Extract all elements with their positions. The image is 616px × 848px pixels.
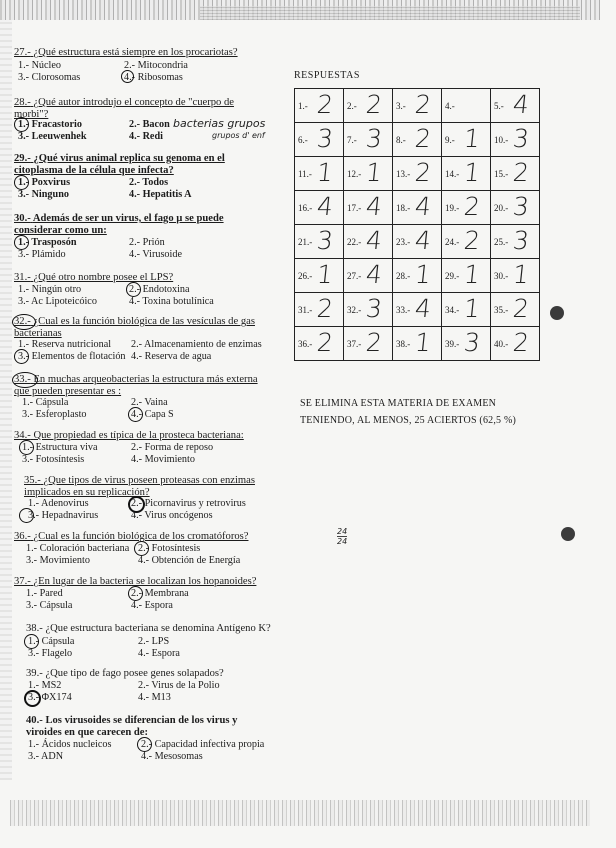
q30-option-4: 4.- Virusoide — [129, 249, 182, 260]
answer-cell-label: 28.- — [396, 271, 411, 281]
scan-noise-bottom — [10, 800, 590, 826]
q27-option-1: 1.- Núcleo — [18, 60, 61, 71]
answer-circle — [14, 349, 29, 364]
q34-option-3: 3.- Fotosíntesis — [22, 454, 85, 465]
answer-cell-label: 6.- — [298, 135, 308, 145]
q38-option-3: 3.- Flagelo — [28, 648, 73, 659]
q30-option-2: 2.- Prión — [129, 237, 165, 248]
answer-cell — [491, 157, 540, 191]
answer-cell-value: 1 — [462, 260, 482, 289]
q27-option-2: 2.- Mitocondria — [124, 60, 188, 71]
answer-cell-value: 2 — [315, 90, 335, 119]
answer-cell-label: 4.- — [445, 101, 455, 111]
answer-cell-label: 39.- — [445, 339, 460, 349]
answer-cell — [442, 293, 491, 327]
answer-cell — [491, 225, 540, 259]
answer-cell-value: 4 — [364, 260, 384, 289]
q29-option-4: 4.- Hepatitis A — [129, 189, 192, 200]
answer-cell-label: 8.- — [396, 135, 406, 145]
q40-option-1: 1.- Ácidos nucleicos — [28, 739, 112, 750]
answer-cell-label: 27.- — [347, 271, 362, 281]
answer-cell-label: 40.- — [494, 339, 509, 349]
q36-option-3: 3.- Movimiento — [26, 555, 90, 566]
answer-cell — [491, 327, 540, 361]
answer-cell-label: 35.- — [494, 305, 509, 315]
answer-circle — [137, 737, 152, 752]
answer-cell-label: 33.- — [396, 305, 411, 315]
q36-option-1: 1.- Coloración bacteriana — [26, 543, 130, 554]
answer-circle — [121, 70, 134, 83]
question-27: 27.- ¿Qué estructura está siempre en los procariotas? — [14, 47, 238, 58]
q34-option-1: 1.- Estructura viva — [22, 442, 98, 453]
fraction-bottom: 24 — [337, 537, 348, 546]
q32-option-3: 3.- Elementos de flotación — [18, 351, 126, 362]
q34-option-4: 4.- Movimiento — [131, 454, 195, 465]
answer-cell-value: 3 — [462, 328, 482, 357]
answer-cell-value: 2 — [511, 328, 531, 357]
answer-cell — [442, 123, 491, 157]
answer-cell-value: 3 — [511, 192, 531, 221]
answer-cell — [491, 293, 540, 327]
q35-option-1: 1.- Adenovirus — [28, 498, 89, 509]
q33-option-2: 2.- Vaina — [131, 397, 168, 408]
answer-cell — [295, 327, 344, 361]
question-28: 28.- ¿Qué autor introdujo el concepto de "cuerpo de morbi"? — [14, 97, 234, 120]
answer-cell-label: 7.- — [347, 135, 357, 145]
q33-option-4: 4.- Capa S — [131, 409, 174, 420]
question-36: 36.- ¿Cual es la función biológica de los cromatóforos? — [14, 531, 249, 542]
answer-cell-label: 31.- — [298, 305, 313, 315]
answer-circle — [24, 690, 41, 707]
answer-cell-label: 9.- — [445, 135, 455, 145]
answer-cell-value: 3 — [511, 226, 531, 255]
q33-option-3: 3.- Esferoplasto — [22, 409, 87, 420]
answer-cell-value: 2 — [511, 158, 531, 187]
answer-cell-value: 2 — [364, 90, 384, 119]
question-40: 40.- Los virusoides se diferencian de los virus y viroides en que carecen de: — [26, 715, 238, 738]
answer-cell-label: 30.- — [494, 271, 509, 281]
q39-option-4: 4.- M13 — [138, 692, 171, 703]
answer-cell-value: 3 — [511, 124, 531, 153]
question-30: 30.- Además de ser un virus, el fago µ se puede considerar como un: — [14, 213, 224, 236]
answer-cell-label: 34.- — [445, 305, 460, 315]
q32-option-4: 4.- Reserva de agua — [131, 351, 212, 362]
q35-option-2: 2.- Picornavirus y retrovirus — [131, 498, 246, 509]
q27-option-4: 4.- Ribosomas — [124, 72, 183, 83]
answer-circle — [126, 282, 141, 297]
q37-option-3: 3.- Cápsula — [26, 600, 73, 611]
answers-row — [295, 293, 540, 327]
answer-cell-value: 4 — [413, 226, 433, 255]
answer-circle — [128, 586, 143, 601]
answer-cell-value: 2 — [413, 90, 433, 119]
answers-row — [295, 327, 540, 361]
answer-cell-label: 37.- — [347, 339, 362, 349]
answer-cell-value: 2 — [413, 158, 433, 187]
answer-cell — [295, 89, 344, 123]
q40-option-4: 4.- Mesosomas — [141, 751, 203, 762]
answer-cell-label: 32.- — [347, 305, 362, 315]
answer-cell — [393, 259, 442, 293]
handwritten-fraction — [337, 527, 347, 546]
answer-cell-value: 2 — [413, 124, 433, 153]
answer-cell — [295, 259, 344, 293]
answer-cell-value: 2 — [315, 294, 335, 323]
scan-noise-top-2 — [200, 6, 580, 20]
answer-cell-label: 15.- — [494, 169, 509, 179]
answers-row — [295, 225, 540, 259]
answer-circle — [19, 508, 34, 523]
q40-option-2: 2.- Capacidad infectiva propia — [141, 739, 265, 750]
q35-option-3: 3.- Hepadnavirus — [28, 510, 99, 521]
answers-row — [295, 157, 540, 191]
question-32: 32.- ¿Cual es la función biológica de las vesículas de gas bacterianas — [14, 316, 255, 339]
binder-hole — [561, 527, 575, 541]
answer-cell-label: 2.- — [347, 101, 357, 111]
q31-option-4: 4.- Toxina botulínica — [129, 296, 214, 307]
q34-option-2: 2.- Forma de reposo — [131, 442, 214, 453]
answer-cell — [442, 157, 491, 191]
answer-cell-label: 3.- — [396, 101, 406, 111]
answer-cell — [393, 89, 442, 123]
answer-cell-label: 23.- — [396, 237, 411, 247]
answer-circle — [12, 314, 36, 330]
answer-cell — [344, 259, 393, 293]
fraction-top: 24 — [337, 527, 348, 536]
answer-cell-label: 25.- — [494, 237, 509, 247]
answer-cell — [344, 225, 393, 259]
answer-cell — [393, 327, 442, 361]
answer-cell-value: 4 — [364, 226, 384, 255]
answer-cell — [442, 191, 491, 225]
answer-circle — [134, 541, 149, 556]
answer-cell-label: 19.- — [445, 203, 460, 213]
answer-cell — [295, 157, 344, 191]
answer-cell-value: 1 — [364, 158, 384, 187]
question-38: 38.- ¿Que estructura bacteriana se denomina Antígeno K? — [26, 623, 271, 634]
answer-circle — [128, 496, 145, 513]
q37-option-1: 1.- Pared — [26, 588, 63, 599]
q31-option-3: 3.- Ac Lipoteicóico — [18, 296, 97, 307]
answer-cell-label: 13.- — [396, 169, 411, 179]
answer-cell-value: 2 — [462, 192, 482, 221]
question-33: 33.- En muchas arqueobacterias la estructura más externa que pueden presentar es : — [14, 374, 258, 397]
q39-option-2: 2.- Virus de la Polio — [138, 680, 220, 691]
answer-circle — [12, 372, 38, 388]
answer-cell — [393, 191, 442, 225]
answers-row — [295, 89, 540, 123]
answer-cell-value: 1 — [462, 158, 482, 187]
answer-cell-label: 22.- — [347, 237, 362, 247]
answer-cell — [491, 89, 540, 123]
answer-cell-value: 2 — [462, 226, 482, 255]
answer-cell-label: 36.- — [298, 339, 313, 349]
answer-cell-value: 4 — [413, 294, 433, 323]
answer-cell-value: 3 — [315, 226, 335, 255]
q29-option-3: 3.- Ninguno — [18, 189, 69, 200]
answer-cell-label: 17.- — [347, 203, 362, 213]
q32-option-1: 1.- Reserva nutricional — [18, 339, 112, 350]
answer-cell — [442, 259, 491, 293]
q28-option-1: 1.- Fracastorio — [18, 119, 82, 130]
answer-cell-label: 21.- — [298, 237, 313, 247]
question-37: 37.- ¿En lugar de la bacteria se localizan los hopanoides? — [14, 576, 257, 587]
q28-option-4: 4.- Redi — [129, 131, 163, 142]
q36-option-4: 4.- Obtención de Energía — [138, 555, 241, 566]
answer-cell-value: 4 — [315, 192, 335, 221]
answer-cell-label: 1.- — [298, 101, 308, 111]
handwritten-note-2: grupos d' enf — [212, 131, 265, 140]
answer-cell-label: 11.- — [298, 169, 312, 179]
answer-cell-value: 1 — [315, 260, 335, 289]
q37-option-2: 2.- Membrana — [131, 588, 189, 599]
answer-cell — [344, 191, 393, 225]
answer-cell — [344, 327, 393, 361]
answer-cell-value: 1 — [511, 260, 531, 289]
answer-cell — [295, 225, 344, 259]
answer-cell-value: 1 — [315, 158, 335, 187]
answer-cell-label: 29.- — [445, 271, 460, 281]
handwritten-note: bacterias grupos — [173, 117, 266, 130]
answer-cell-label: 14.- — [445, 169, 460, 179]
answer-cell-value: 2 — [364, 328, 384, 357]
answer-cell — [491, 191, 540, 225]
q38-option-1: 1.- Cápsula — [28, 636, 75, 647]
scan-noise-left — [0, 20, 12, 780]
q33-option-1: 1.- Cápsula — [22, 397, 69, 408]
answer-cell-label: 5.- — [494, 101, 504, 111]
question-35: 35.- ¿Que tipos de virus poseen proteasas con enzimas implicados en su replicación? — [24, 475, 255, 498]
answers-row — [295, 259, 540, 293]
q29-option-2: 2.- Todos — [129, 177, 169, 188]
answers-row — [295, 191, 540, 225]
answer-cell-value: 1 — [413, 328, 433, 357]
answer-cell-label: 24.- — [445, 237, 460, 247]
answer-cell-label: 16.- — [298, 203, 313, 213]
q30-option-1: 1.- Trasposón — [18, 237, 77, 248]
answer-cell-value: 3 — [364, 124, 384, 153]
answer-cell-label: 10.- — [494, 135, 509, 145]
answer-cell — [393, 157, 442, 191]
q27-option-3: 3.- Clorosomas — [18, 72, 81, 83]
answer-cell-label: 26.- — [298, 271, 313, 281]
answers-row — [295, 123, 540, 157]
answer-cell — [344, 293, 393, 327]
answer-cell-label: 18.- — [396, 203, 411, 213]
q30-option-3: 3.- Plámido — [18, 249, 66, 260]
q40-option-3: 3.- ADN — [28, 751, 64, 762]
answer-cell-label: 12.- — [347, 169, 362, 179]
note-line-2: TENIENDO, AL MENOS, 25 ACIERTOS (62,5 %) — [300, 415, 517, 426]
q35-option-4: 4.- Virus oncógenos — [131, 510, 213, 521]
q36-option-2: 2.- Fotosíntesis — [138, 543, 201, 554]
answer-cell — [442, 327, 491, 361]
answer-cell — [295, 293, 344, 327]
answer-cell — [344, 123, 393, 157]
answer-cell-value: 1 — [462, 294, 482, 323]
answer-circle — [14, 117, 29, 132]
answer-cell — [442, 225, 491, 259]
q38-option-4: 4.- Espora — [138, 648, 180, 659]
answer-cell-value: 1 — [413, 260, 433, 289]
answer-cell — [442, 89, 491, 123]
answer-circle — [14, 175, 29, 190]
answer-cell-label: 20.- — [494, 203, 509, 213]
question-29: 29.- ¿Qué virus animal replica su genoma en el citoplasma de la célula que infecta? — [14, 153, 225, 176]
answer-cell-value: 4 — [364, 192, 384, 221]
answer-cell — [295, 123, 344, 157]
answer-cell — [344, 89, 393, 123]
question-31: 31.- ¿Qué otro nombre posee el LPS? — [14, 272, 174, 283]
q32-option-2: 2.- Almacenamiento de enzimas — [131, 339, 262, 350]
answer-cell-value: 2 — [511, 294, 531, 323]
q31-option-2: 2.- Endotoxina — [129, 284, 190, 295]
answers-grid — [294, 88, 540, 361]
answer-cell-value: 3 — [315, 124, 335, 153]
q37-option-4: 4.- Espora — [131, 600, 173, 611]
answer-cell — [295, 191, 344, 225]
answer-cell — [491, 259, 540, 293]
answer-cell-value: 4 — [413, 192, 433, 221]
answer-cell — [393, 293, 442, 327]
binder-hole — [550, 306, 564, 320]
q29-option-1: 1.- Poxvirus — [18, 177, 71, 188]
q39-option-3: 3.- ΦX174 — [28, 692, 72, 703]
answer-circle — [128, 407, 143, 422]
answer-cell-value: 2 — [315, 328, 335, 357]
answer-circle — [19, 440, 34, 455]
question-34: 34.- Que propiedad es típica de la prosteca bacteriana: — [14, 430, 244, 441]
answer-circle — [24, 634, 39, 649]
answer-cell — [393, 225, 442, 259]
answer-cell — [491, 123, 540, 157]
q39-option-1: 1.- MS2 — [28, 680, 62, 691]
note-line-1: SE ELIMINA ESTA MATERIA DE EXAMEN — [300, 398, 497, 409]
answer-cell — [344, 157, 393, 191]
q31-option-1: 1.- Ningún otro — [18, 284, 82, 295]
answer-cell-value: 1 — [462, 124, 482, 153]
question-39: 39.- ¿Que tipo de fago posee genes solapados? — [26, 668, 224, 679]
q38-option-2: 2.- LPS — [138, 636, 170, 647]
answers-title: RESPUESTAS — [294, 70, 360, 81]
q28-option-2: 2.- Bacon — [129, 119, 170, 130]
answer-circle — [14, 235, 29, 250]
answer-cell-value: 4 — [511, 90, 531, 119]
answer-cell-label: 38.- — [396, 339, 411, 349]
q28-option-3: 3.- Leeuwenhek — [18, 131, 87, 142]
answer-cell-value: 3 — [364, 294, 384, 323]
answer-cell — [393, 123, 442, 157]
